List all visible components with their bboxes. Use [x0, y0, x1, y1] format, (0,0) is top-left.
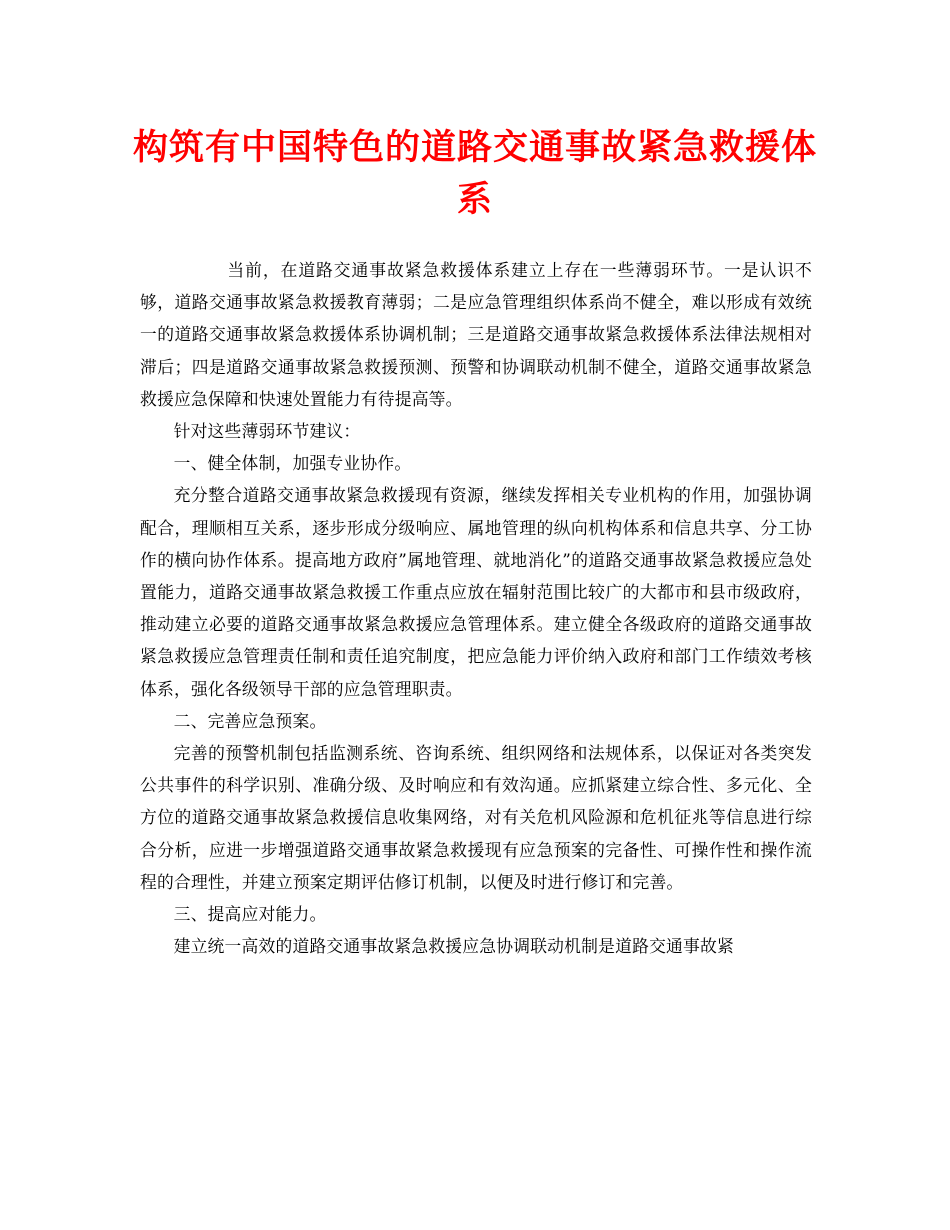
paragraph-section-1: 充分整合道路交通事故紧急救援现有资源，继续发挥相关专业机构的作用，加强协调配合，理顺相互关系，逐步形成分级响应、属地管理的纵向机构体系和信息共享、分工协作的横向协作体系。提高地方政府”属地管理、就地消化”的道路交通事故紧急救援应急处置能力，道路交通事故紧急救援工作重点应放在辐射范围比较广的大都市和县市级政府，推动建立必要的道路交通事故紧急救援应急管理体系。建立健全各级政府的道路交通事故紧急救援应急管理责任制和责任追究制度，把应急能力评价纳入政府和部门工作绩效考核体系，强化各级领导干部的应急管理职责。 — [140, 485, 812, 699]
document-body — [140, 254, 812, 962]
document-title: 构筑有中国特色的道路交通事故紧急救援体系 — [132, 127, 817, 220]
paragraph-intro: 当前，在道路交通事故紧急救援体系建立上存在一些薄弱环节。一是认识不够，道路交通事故紧急救援教育薄弱；二是应急管理组织体系尚不健全，难以形成有效统一的道路交通事故紧急救援体系协调机制；三是道路交通事故紧急救援体系法律法规相对滞后；四是道路交通事故紧急救援预测、预警和协调联动机制不健全，道路交通事故紧急救援应急保障和快速处置能力有待提高等。 — [140, 260, 812, 409]
paragraph-suggestions-lead: 针对这些薄弱环节建议： — [173, 421, 361, 442]
paragraph-section-3: 建立统一高效的道路交通事故紧急救援应急协调联动机制是道路交通事故紧 — [173, 936, 734, 957]
section-heading-1: 一、健全体制，加强专业协作。 — [173, 453, 412, 474]
section-heading-3: 三、提高应对能力。 — [173, 904, 327, 925]
section-heading-2: 二、完善应急预案。 — [173, 710, 327, 731]
paragraph-section-2: 完善的预警机制包括监测系统、咨询系统、组织网络和法规体系，以保证对各类突发公共事件的科学识别、准确分级、及时响应和有效沟通。应抓紧建立综合性、多元化、全方位的道路交通事故紧急救援信息收集网络，对有关危机风险源和危机征兆等信息进行综合分析，应进一步增强道路交通事故紧急救援现有应急预案的完备性、可操作性和操作流程的合理性，并建立预案定期评估修订机制，以便及时进行修订和完善。 — [140, 743, 812, 892]
